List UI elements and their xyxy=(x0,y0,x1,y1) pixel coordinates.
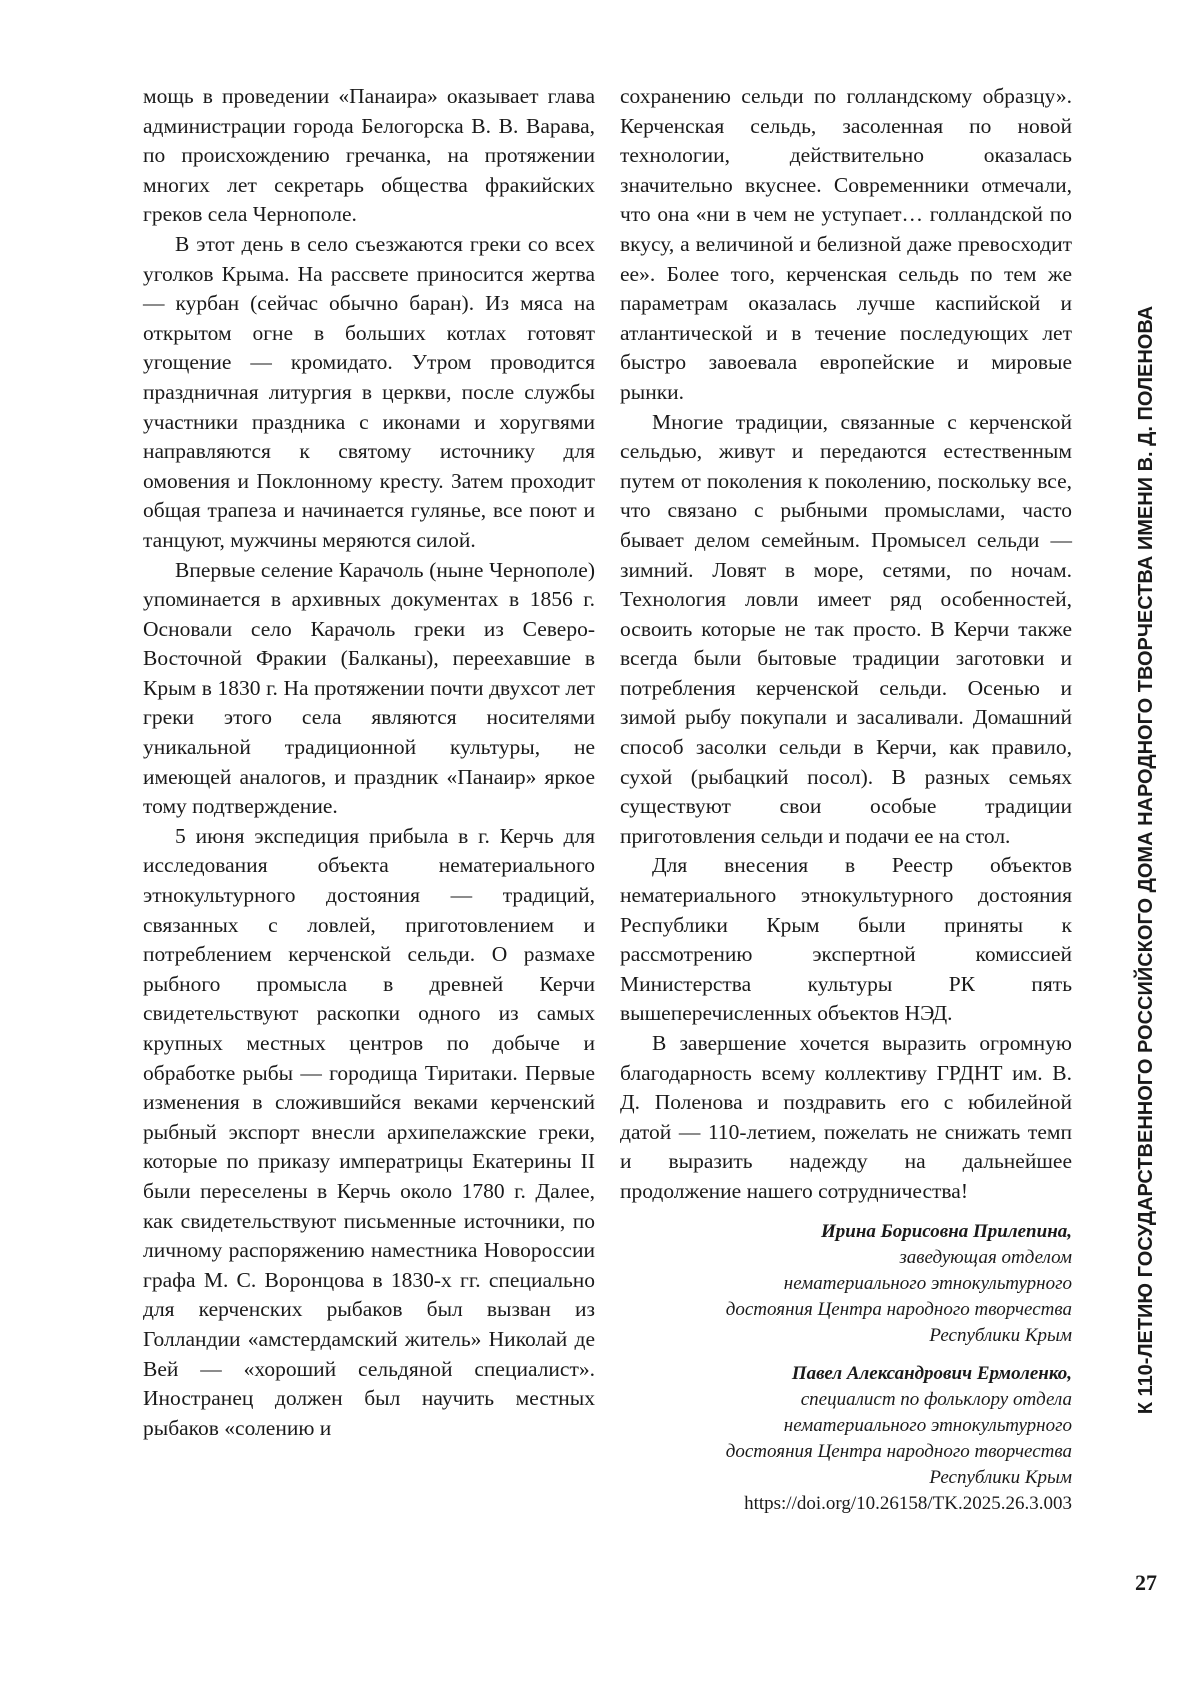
body-paragraph: В этот день в село съезжаются греки со всех уголков Крыма. На рассвете приносится жертва — курбан (сейчас обычно баран). Из мяса на открытом огне в больших котлах готовят угощение — кромидато. Утром проводится праздничная литургия в церкви, после службы участники праздника с иконами и хоругвями направляются к святому источнику для омовения и Поклонному кресту. Затем проходит общая трапеза и начинается гулянье, все поют и танцуют, мужчины меряются силой. xyxy=(143,231,595,552)
author-name: Павел Александрович Ермоленко, xyxy=(791,1362,1072,1384)
author-role-line: нематериального этнокультурного xyxy=(783,1272,1072,1294)
body-paragraph: В завершение хочется выразить огромную благодарность всему коллективу ГРДНТ им. В. Д. Поленова и поздравить его с юбилейной датой — 110-летием, пожелать не снижать темп и выразить надежду на дальнейшее продолжение нашего сотрудничества! xyxy=(620,1031,1072,1203)
author-role-line: достояния Центра народного творчества xyxy=(725,1440,1072,1462)
right-column xyxy=(620,82,1072,1517)
author-credit xyxy=(620,1361,1072,1491)
author-role-line: Республики Крым xyxy=(929,1466,1072,1488)
left-column xyxy=(143,82,595,1443)
doi-link[interactable]: https://doi.org/10.26158/TK.2025.26.3.003 xyxy=(744,1492,1072,1514)
body-paragraph: сохранению сельди по голландскому образцу». Керченская сельдь, засоленная по новой технологии, действительно оказалась значительно вкуснее. Современники отмечали, что она «ни в чем не уступает… голландской по вкусу, а величиной и белизной даже превосходит ее». Более того, керченская сельдь по тем же параметрам оказалась лучше каспийской и атлантической и в течение последующих лет быстро завоевала европейские и мировые рынки. xyxy=(620,84,1072,404)
body-paragraph: Многие традиции, связанные с керченской сельдью, живут и передаются естественным путем от поколения к поколению, поскольку все, что связано с рыбными промыслами, часто бывает делом семейным. Промысел сельди — зимний. Ловят в море, сетями, по ночам. Технология ловли имеет ряд особенностей, освоить которые не так просто. В Керчи также всегда были бытовые традиции заготовки и потребления керченской сельди. Осенью и зимой рыбу покупали и засаливали. Домашний способ засолки сельди в Керчи, как правило, сухой (рыбацкий посол). В разных семьях существуют свои особые традиции приготовления сельди и подачи ее на стол. xyxy=(620,409,1072,848)
body-paragraph: мощь в проведении «Панаира» оказывает глава администрации города Белогорска В. В. Варава, по происхождению гречанка, на протяжении многих лет секретарь общества фракийских греков села Чернополе. xyxy=(143,84,595,227)
author-role-line: достояния Центра народного творчества xyxy=(725,1298,1072,1320)
running-head: К 110-ЛЕТИЮ ГОСУДАРСТВЕННОГО РОССИЙСКОГО ДОМА НАРОДНОГО ТВОРЧЕСТВА ИМЕНИ В. Д. ПОЛЕНОВА xyxy=(1135,305,1157,1415)
author-role-line: Республики Крым xyxy=(929,1324,1072,1346)
author-credit xyxy=(620,1219,1072,1349)
author-name: Ирина Борисовна Прилепина, xyxy=(821,1220,1072,1242)
body-paragraph: Впервые селение Карачоль (ныне Чернополе) упоминается в архивных документах в 1856 г. Основали село Карачоль греки из Северо-Восточной Фракии (Балканы), переехавшие в Крым в 1830 г. На протяжении почти двухсот лет греки этого села являются носителями уникальной традиционной культуры, не имеющей аналогов, и праздник «Панаир» яркое тому подтверждение. xyxy=(143,557,595,819)
body-paragraph: Для внесения в Реестр объектов нематериального этнокультурного достояния Республики Крым были приняты к рассмотрению экспертной комиссией Министерства культуры РК пять вышеперечисленных объектов НЭД. xyxy=(620,853,1072,1026)
page-number: 27 xyxy=(1135,1570,1157,1595)
author-role-line: нематериального этнокультурного xyxy=(783,1414,1072,1436)
author-role-line: заведующая отделом xyxy=(899,1246,1072,1268)
body-paragraph: 5 июня экспедиция прибыла в г. Керчь для исследования объекта нематериального этнокультурного достояния — традиций, связанных с ловлей, приготовлением и потреблением керченской сельди. О размахе рыбного промысла в древней Керчи свидетельствуют раскопки одного из самых крупных местных центров по добыче и обработке рыбы — городища Тиритаки. Первые изменения в сложившийся веками керченский рыбный экспорт внесли архипелажские греки, которые по приказу императрицы Екатерины II были переселены в Керчь около 1780 г. Далее, как свидетельствуют письменные источники, по личному распоряжению наместника Новороссии графа М. С. Воронцова в 1830-х гг. специально для керченских рыбаков был вызван из Голландии «амстердамский житель» Николай де Вей — «хороший сельдяной специалист». Иностранец должен был научить местных рыбаков «солению и xyxy=(143,823,595,1440)
author-role-line: специалист по фольклору отдела xyxy=(800,1388,1072,1410)
